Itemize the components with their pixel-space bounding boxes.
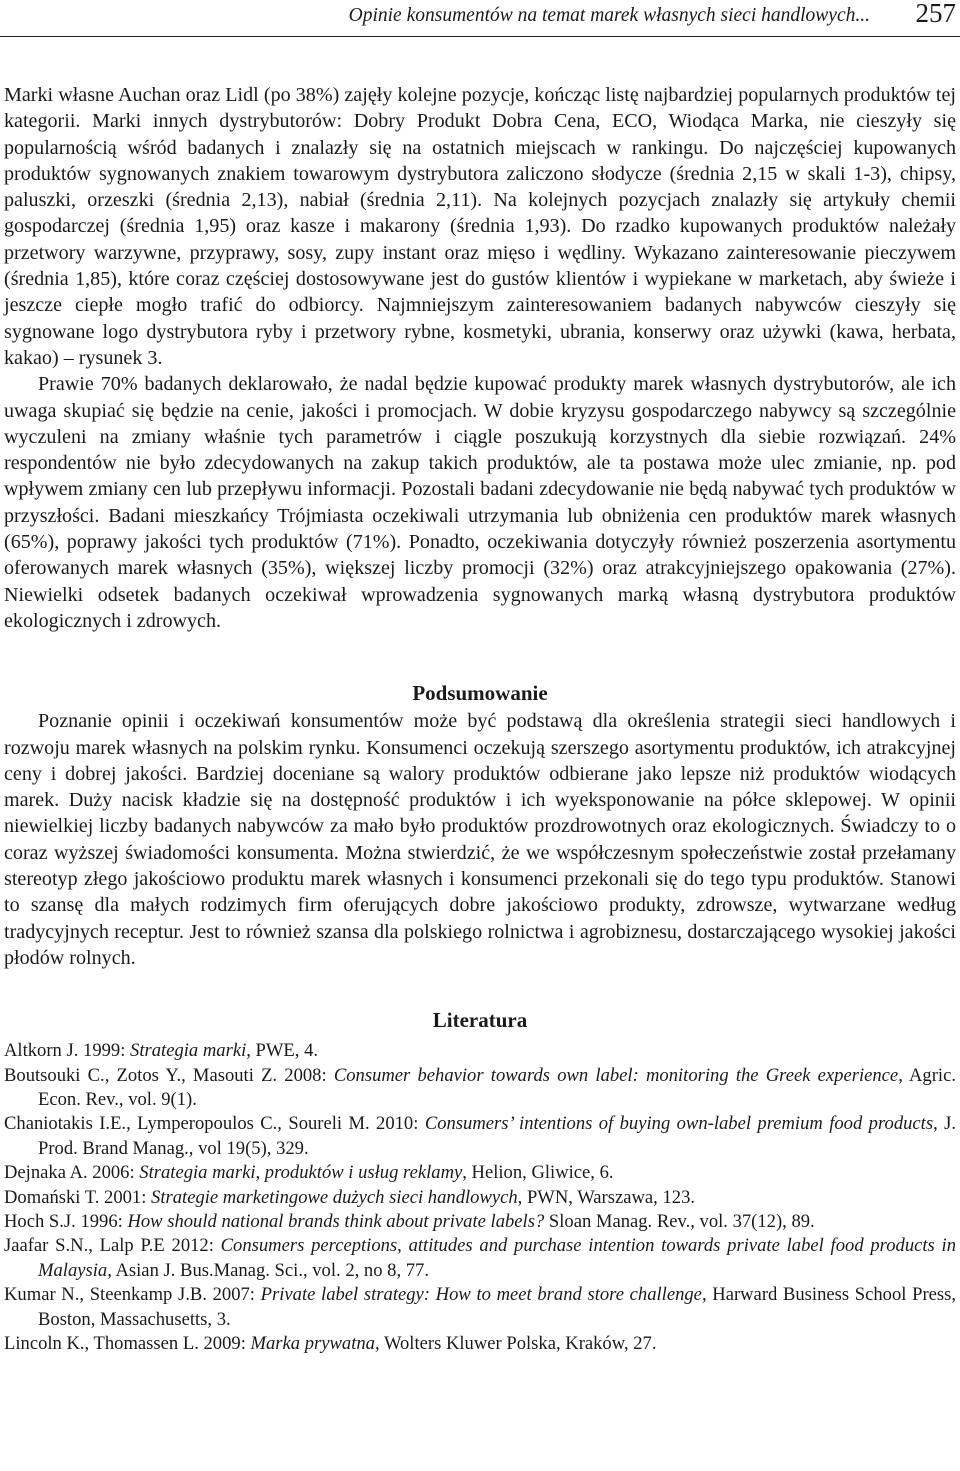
reference-authors: Hoch S.J. 1996: — [4, 1211, 128, 1233]
reference-item — [4, 1186, 956, 1210]
reference-source: , PWN, Warszawa, 123. — [517, 1186, 696, 1208]
reference-authors: Boutsouki C., Zotos Y., Masouti Z. 2008: — [4, 1064, 334, 1086]
reference-source: , Harward Business School Press, Boston, Massachusetts, 3. — [38, 1284, 957, 1330]
reference-source: Asian J. Bus.Manag. Sci., vol. 2, no 8, 77. — [111, 1259, 429, 1281]
paragraph: Marki własne Auchan oraz Lidl (po 38%) zajęły kolejne pozycje, kończąc listę najbardziej popularnych produktów tej kategorii. Marki innych dystrybutorów: Dobry Produkt Dobra Cena, ECO, Wiodąca Marka, nie cieszyły się popularnością wśród badanych i znalazły się na ostatnich miejscach w rankingu. Do najczęściej kupowanych produktów sygnowanych znakiem towarowym dystrybutora zaliczono słodycze (średnia 2,15 w skali 1-3), chipsy, paluszki, orzeszki (średnia 2,13), nabiał (średnia 2,11). Na kolejnych pozycjach znalazły się artykuły chemii gospodarczej (średnia 1,95) oraz kasze i makarony (średnia 1,93). Do rzadko kupowanych produktów należały przetwory warzywne, przyprawy, sosy, zupy instant oraz mięso i wędliny. Wykazano zainteresowanie pieczywem (średnia 1,85), które coraz częściej dostosowywane jest do gustów klientów i wypiekane w marketach, aby świeże i jeszcze ciepłe mogło trafić do odbiorcy. Najmniejszym zainteresowaniem badanych nabywców cieszyły się sygnowane logo dystrybutora ryby i przetwory rybne, kosmetyki, ubrania, konserwy oraz używki (kawa, herbata, kakao) – rysunek 3. — [4, 84, 956, 369]
reference-authors: Jaafar S.N., Lalp P.E 2012: — [4, 1235, 221, 1257]
page-header — [0, 0, 960, 37]
reference-title: Consumers perceptions, attitudes and purchase intention towards private label food products in Malaysia, — [38, 1235, 957, 1281]
reference-item — [4, 1283, 956, 1332]
reference-authors: Chaniotakis I.E., Lymperopoulos C., Soureli M. 2010: — [4, 1113, 425, 1135]
reference-title: Private label strategy: How to meet brand store challenge — [260, 1284, 702, 1306]
reference-title: Strategie marketingowe dużych sieci handlowych — [151, 1186, 518, 1208]
reference-title: Consumers’ intentions of buying own-label premium food products — [424, 1113, 934, 1135]
reference-list — [4, 1039, 956, 1356]
reference-item — [4, 1039, 956, 1063]
reference-title: Strategia marki, produktów i usług reklamy — [139, 1162, 463, 1184]
reference-source: , J. Prod. Brand Manag., vol 19(5), 329. — [38, 1113, 957, 1159]
reference-item — [4, 1161, 956, 1185]
reference-source: , Helion, Gliwice, 6. — [462, 1162, 614, 1184]
reference-authors: Kumar N., Steenkamp J.B. 2007: — [4, 1284, 261, 1306]
section-heading-literature: Literatura — [432, 1008, 528, 1033]
running-title: Opinie konsumentów na temat marek własnych sieci handlowych... — [348, 5, 870, 26]
reference-source: , Wolters Kluwer Polska, Kraków, 27. — [374, 1333, 657, 1355]
section-heading-summary: Podsumowanie — [412, 681, 548, 706]
reference-authors: Altkorn J. 1999: — [4, 1040, 131, 1062]
summary-paragraph: Poznanie opinii i oczekiwań konsumentów może być podstawą dla określenia strategii sieci handlowych i rozwoju marek własnych na polskim rynku. Konsumenci oczekują szerszego asortymentu produktów, ich atrakcyjnej ceny i dobrej jakości. Bardziej doceniane są walory produktów odbierane jako lepsze niż produktów wiodących marek. Duży nacisk kładzie się na dostępność produktów i ich wyeksponowanie na półce sklepowej. W opinii niewielkiej liczby badanych nabywców za mało było produktów prozdrowotnych oraz ekologicznych. Świadczy to o coraz wyższej świadomości konsumenta. Można stwierdzić, że we współczesnym społeczeństwie został przełamany stereotyp złego jakościowo produktu marek własnych i konsumenci przekonali się do tego typu produktów. Stanowi to szansę dla małych rodzimych firm oferujących dobre jakościowo produkty, zdrowsze, wytwarzane według tradycyjnych receptur. Jest to również szansa dla polskiego rolnictwa i agrobiznesu, dostarczającego wysokiej jakości płodów rolnych. — [4, 710, 956, 969]
reference-item — [4, 1064, 956, 1113]
reference-authors: Dejnaka A. 2006: — [4, 1162, 140, 1184]
reference-source: , Agric. Econ. Rev., vol. 9(1). — [38, 1064, 956, 1111]
reference-title: Marka prywatna — [250, 1333, 375, 1355]
reference-authors: Lincoln K., Thomassen L. 2009: — [4, 1333, 251, 1355]
reference-title: Consumer behavior towards own label: monitoring the Greek experience — [333, 1064, 899, 1086]
reference-source: Sloan Manag. Rev., vol. 37(12), 89. — [544, 1211, 815, 1233]
reference-title: Strategia marki — [130, 1040, 247, 1062]
reference-title: How should national brands think about private labels? — [127, 1211, 545, 1233]
reference-source: , PWE, 4. — [246, 1040, 319, 1062]
reference-authors: Domański T. 2001: — [4, 1186, 152, 1208]
reference-item — [4, 1210, 956, 1234]
reference-item — [4, 1234, 956, 1283]
reference-item — [4, 1332, 956, 1356]
reference-item — [4, 1112, 956, 1161]
page-content — [4, 82, 956, 1356]
paragraph: Prawie 70% badanych deklarowało, że nadal będzie kupować produkty marek własnych dystrybutorów, ale ich uwaga skupiać się będzie na cenie, jakości i promocjach. W dobie kryzysu gospodarczego nabywcy są szczególnie wyczuleni na zmiany właśnie tych parametrów i ciągle poszukują korzystnych dla siebie rozwiązań. 24% respondentów nie było zdecydowanych na zakup takich produktów, ale ta postawa może ulec zmianie, np. pod wpływem zmiany cen lub przepływu informacji. Pozostali badani zdecydowanie nie będą nabywać tych produktów w przyszłości. Badani mieszkańcy Trójmiasta oczekiwali utrzymania lub obniżenia cen produktów marek własnych (65%), poprawy jakości tych produktów (71%). Ponadto, oczekiwania dotyczyły również poszerzenia asortymentu oferowanych marek własnych (35%), większej liczby promocji (32%) oraz atrakcyjniejszego opakowania (27%). Niewielki odsetek badanych oczekiwał wprowadzenia sygnowanych marką własną dystrybutora produktów ekologicznych i zdrowych. — [4, 373, 956, 632]
page-number: 257 — [915, 0, 956, 28]
